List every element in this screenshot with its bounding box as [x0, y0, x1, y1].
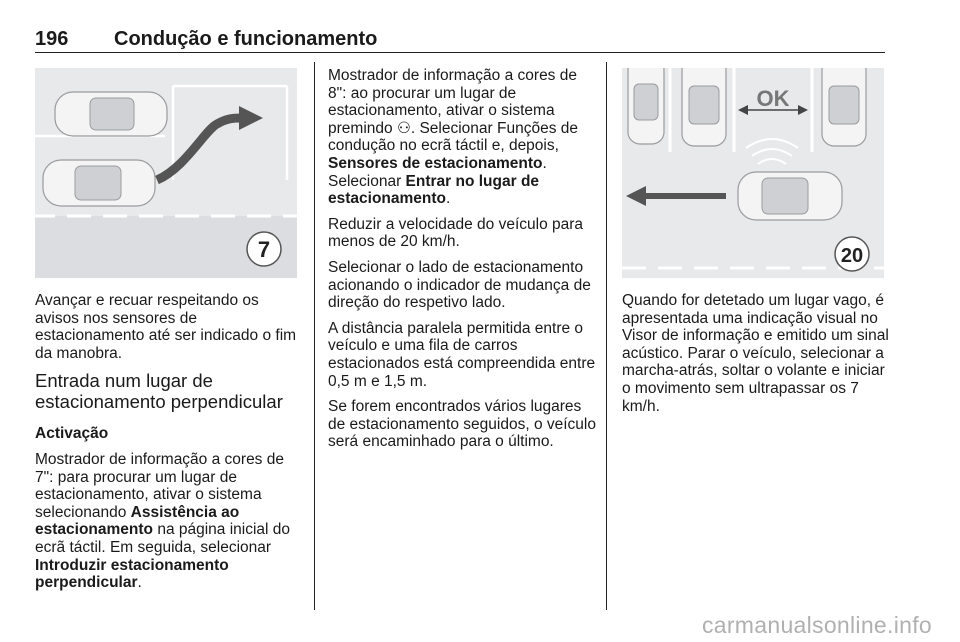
moving-car-shape	[43, 160, 155, 206]
car-icon: ⚇	[396, 119, 411, 137]
paragraph: Reduzir a velocidade do veículo para menos de 20 km/h.	[328, 215, 584, 251]
page-number: 196	[35, 28, 69, 50]
parked-car-shape	[55, 92, 167, 136]
subheading: Activação	[35, 425, 109, 443]
ok-sign: OK	[756, 86, 790, 111]
paragraph: Mostrador de informação a cores de 8": ao procurar um lugar de estacionamento, ativar o sistema premindo ⚇. Selecionar Funções de condução no ecrã táctil e, depois, Sensores de estacionamento. Selecionar Entrar no lugar de estacionamento.	[328, 67, 578, 208]
column-divider	[606, 62, 607, 610]
column-2	[328, 67, 596, 459]
paragraph: Mostrador de informação a cores de 7": para procurar um lugar de estacionamento, ativar o sistema selecionando Assistência ao estacionamento na página inicial do ecrã táctil. Em seguida, selecionar Introduzir estacionamento perpendicular.	[35, 450, 291, 592]
paragraph: Avançar e recuar respeitando os avisos nos sensores de estacionamento até ser indicado o fim da manobra.	[35, 292, 297, 362]
column-divider	[314, 62, 315, 610]
figure-perpendicular-parking	[35, 68, 297, 278]
paragraph: Se forem encontrados vários lugares de estacionamento seguidos, o veículo será encaminhado para o último.	[328, 398, 596, 451]
page-header	[35, 28, 885, 53]
paragraph: Selecionar o lado de estacionamento acionando o indicador de mudança de direção do respetivo lado.	[328, 258, 591, 312]
watermark: carmanualsonline.info	[701, 612, 932, 638]
figure-number: 20	[840, 245, 864, 267]
figure-number: 7	[257, 237, 271, 262]
paragraph: Quando for detetado um lugar vago, é apresentada uma indicação visual no Visor de informação e emitido um sinal acústico. Parar o veículo, selecionar a marcha-atrás, soltar o volante e iniciar o movimento sem ultrapassar os 7 km/h.	[622, 292, 889, 415]
column-1	[35, 292, 300, 600]
section-heading: Entrada num lugar de estacionamento perpendicular	[35, 370, 283, 413]
page-title: Condução e funcionamento	[114, 28, 378, 50]
figure-parking-space-detection	[622, 68, 884, 278]
paragraph: A distância paralela permitida entre o veículo e uma fila de carros estacionados está compreendida entre 0,5 m e 1,5 m.	[328, 319, 596, 390]
column-3	[622, 292, 890, 423]
